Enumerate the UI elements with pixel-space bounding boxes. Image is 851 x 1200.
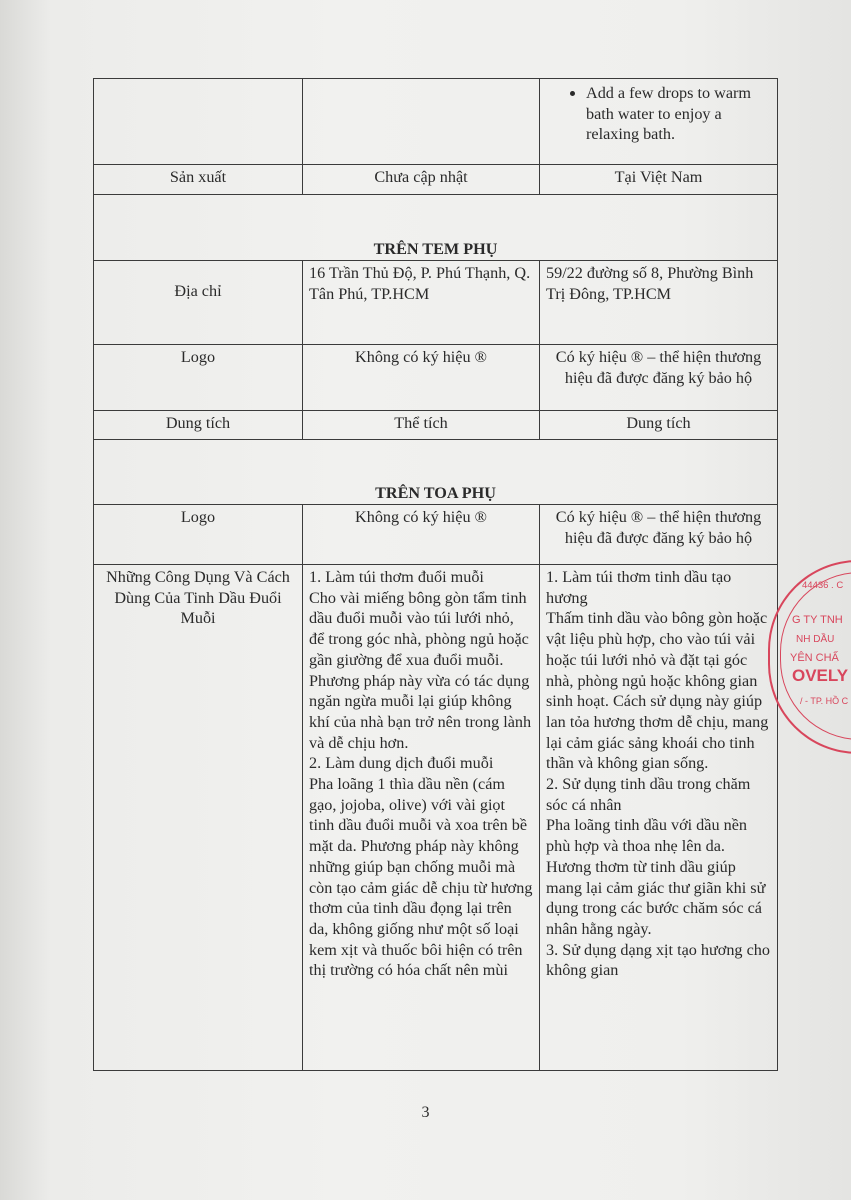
- stamp-text: 44436 . C: [802, 580, 844, 591]
- paragraph: Pha loãng 1 thìa dầu nền (cám gạo, jojoba, olive) với vài giọt tinh dầu đuổi muỗi và xoa trên bề mặt da. Phương pháp này không những giúp bạn chống muỗi mà còn tạo cảm giác dễ chịu từ hương thơm của tinh dầu đọng lại trên da, không giống như một số loại kem xịt và thuốc bôi hiện có trên thị trường có hóa chất nên mùi: [309, 775, 533, 980]
- paragraph-heading: 3. Sử dụng dạng xịt tạo hương cho không gian: [546, 940, 770, 980]
- bullet-item-bath: • Add a few drops to warm bath water to enjoy a relaxing bath.: [586, 83, 771, 145]
- row-label-logo-tem: Logo: [94, 345, 303, 411]
- row-label-logo-toa: Logo: [94, 505, 303, 565]
- stamp-text: YÊN CHẤ: [790, 652, 839, 664]
- table-row-dung-tich: [94, 411, 778, 440]
- row-label-dung-tich: Dung tích: [94, 411, 303, 440]
- table-row-logo-toa: [94, 505, 778, 565]
- bullet-list: [546, 83, 771, 145]
- paragraph-heading: 1. Làm túi thơm đuổi muỗi: [309, 568, 484, 586]
- dia-chi-col3: 59/22 đường số 8, Phường Bình Trị Đông, TP.HCM: [540, 261, 778, 345]
- company-stamp: [768, 560, 851, 754]
- paragraph: Cho vài miếng bông gòn tẩm tinh dầu đuổi muỗi vào túi lưới nhỏ, để trong góc nhà, phòng ngủ hoặc gần giường để xua đuổi muỗi. Phương pháp này vừa có tác dụng ngăn ngừa muỗi lại giúp không khí của nhà bạn trở nên trong lành và dễ chịu hơn.: [309, 588, 532, 752]
- table-row-dia-chi: [94, 261, 778, 345]
- row-label-san-xuat: Sản xuất: [94, 165, 303, 195]
- logo-toa-col2: Không có ký hiệu ®: [303, 505, 540, 565]
- san-xuat-col2: Chưa cập nhật: [303, 165, 540, 195]
- cong-dung-col3: [540, 565, 778, 1071]
- row-label-dia-chi: Địa chỉ: [94, 261, 303, 345]
- stamp-text: OVELY: [792, 666, 849, 685]
- paragraph-heading: 2. Sử dụng tinh dầu trong chăm sóc cá nhân: [546, 775, 751, 814]
- row-label-cong-dung: Những Công Dụng Và Cách Dùng Của Tinh Dầu Đuổi Muỗi: [94, 565, 303, 1071]
- dung-tich-col2: Thể tích: [303, 411, 540, 440]
- page-number: 3: [421, 1104, 430, 1121]
- dia-chi-col2: 16 Trần Thủ Độ, P. Phú Thạnh, Q. Tân Phú, TP.HCM: [303, 261, 540, 345]
- comparison-table: [93, 78, 778, 1071]
- table-cell-empty: [303, 79, 540, 165]
- paragraph-heading: 2. Làm dung dịch đuổi muỗi: [309, 754, 494, 773]
- section-row-toa-phu: [94, 440, 778, 505]
- paragraph: Thấm tinh dầu vào bông gòn hoặc vật liệu phù hợp, cho vào túi vải hoặc túi lưới nhỏ và đặt tại góc nhà, phòng ngủ hoặc không gian sinh hoạt. Cách sử dụng này giúp lan tỏa hương thơm dễ chịu, mang lại cảm giác sảng khoái cho tinh thần và không gian sống.: [546, 609, 769, 773]
- section-heading-tem-phu: TRÊN TEM PHỤ: [94, 195, 778, 261]
- table-row-logo-tem: [94, 345, 778, 411]
- stamp-text: / - TP. HỒ C: [800, 696, 849, 706]
- table-cell-empty: [94, 79, 303, 165]
- table-row-cong-dung: [94, 565, 778, 1071]
- logo-tem-col2: Không có ký hiệu ®: [303, 345, 540, 411]
- paragraph-heading: 1. Làm túi thơm tinh dầu tạo hương: [546, 568, 732, 607]
- logo-tem-col3: Có ký hiệu ® – thể hiện thương hiệu đã được đăng ký bảo hộ: [540, 345, 778, 411]
- table-row-bath: [94, 79, 778, 165]
- section-heading-toa-phu: TRÊN TOA PHỤ: [94, 440, 778, 505]
- cong-dung-col2: [303, 565, 540, 1071]
- san-xuat-col3: Tại Việt Nam: [540, 165, 778, 195]
- paragraph: Pha loãng tinh dầu với dầu nền phù hợp và thoa nhẹ lên da. Hương thơm từ tinh dầu giúp mang lại cảm giác thư giãn khi sử dụng trong các bước chăm sóc cá nhân hằng ngày.: [546, 816, 766, 938]
- section-row-tem-phu: [94, 195, 778, 261]
- dung-tich-col3: Dung tích: [540, 411, 778, 440]
- table-row-san-xuat: [94, 165, 778, 195]
- stamp-text: NH DẦU: [796, 634, 835, 645]
- table-cell-bath-usage: [540, 79, 778, 165]
- stamp-text: G TY TNH: [792, 614, 843, 626]
- logo-toa-col3: Có ký hiệu ® – thể hiện thương hiệu đã được đăng ký bảo hộ: [540, 505, 778, 565]
